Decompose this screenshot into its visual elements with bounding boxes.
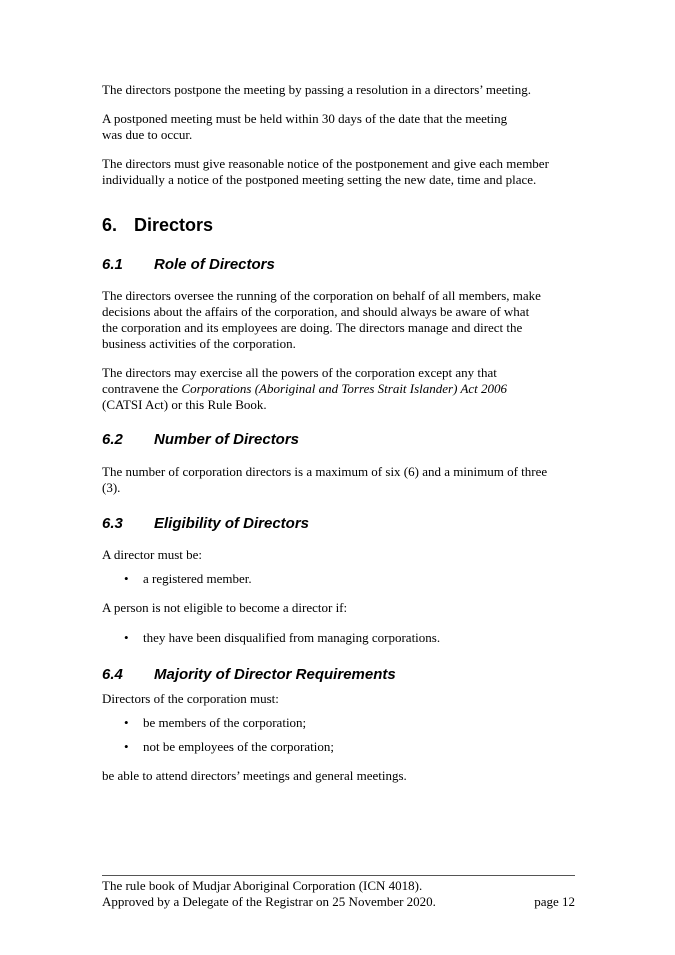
list-item-text: be members of the corporation;: [143, 715, 307, 730]
paragraph-line: (3).: [102, 480, 121, 495]
paragraph-postpone-resolution: The directors postpone the meeting by passing a resolution in a directors’ meeting.: [102, 82, 532, 97]
act-title: Corporations (Aboriginal and Torres Strait Islander) Act 2006: [181, 381, 508, 396]
subsection-number: 6.3: [102, 515, 123, 532]
section-title: Directors: [134, 215, 214, 235]
footer-approval-line: Approved by a Delegate of the Registrar on 25 November 2020.: [102, 894, 436, 909]
subsection-heading-6-1: [102, 256, 275, 274]
paragraph-line: (CATSI Act) or this Rule Book.: [102, 397, 267, 412]
document-page: [102, 0, 575, 955]
bullet-icon: •: [124, 739, 129, 754]
paragraph-directors-must: Directors of the corporation must:: [102, 691, 279, 706]
list-item-text: they have been disqualified from managing corporations.: [143, 630, 441, 645]
text-run: contravene the: [102, 381, 182, 396]
subsection-number: 6.1: [102, 256, 123, 273]
paragraph-not-eligible: A person is not eligible to become a director if:: [102, 600, 348, 615]
paragraph-line: the corporation and its employees are doing. The directors manage and direct the: [102, 320, 523, 335]
paragraph-line: decisions about the affairs of the corporation, and should always be aware of what: [102, 304, 530, 319]
subsection-number: 6.2: [102, 431, 123, 448]
subsection-number: 6.4: [102, 666, 123, 683]
paragraph-line: The directors may exercise all the powers of the corporation except any that: [102, 365, 497, 380]
section-number: 6.: [102, 215, 118, 235]
footer-divider: [102, 875, 575, 876]
subsection-heading-6-4: [102, 666, 396, 684]
paragraph-line: [102, 381, 507, 397]
paragraph-line: The directors oversee the running of the corporation on behalf of all members, make: [102, 288, 541, 303]
list-item: [102, 715, 575, 731]
paragraph-number-of-directors: [102, 464, 547, 496]
paragraph-line: was due to occur.: [102, 127, 193, 142]
list-item: [102, 571, 575, 587]
page-number: page 12: [534, 894, 575, 909]
subsection-title: Role of Directors: [154, 256, 275, 273]
paragraph-postponement-notice: [102, 156, 549, 188]
paragraph-line: business activities of the corporation.: [102, 336, 296, 351]
paragraph-line: The number of corporation directors is a maximum of six (6) and a minimum of three: [102, 464, 548, 479]
section-heading-directors: [102, 214, 213, 236]
subsection-title: Majority of Director Requirements: [154, 666, 396, 683]
paragraph-line: individually a notice of the postponed meeting setting the new date, time and place.: [102, 172, 537, 187]
paragraph-role-of-directors: [102, 288, 541, 352]
subsection-title: Eligibility of Directors: [154, 515, 310, 532]
subsection-heading-6-3: [102, 515, 309, 533]
bullet-icon: •: [124, 571, 129, 586]
paragraph-line: A postponed meeting must be held within 30 days of the date that the meeting: [102, 111, 508, 126]
paragraph-attend-meetings: be able to attend directors’ meetings and general meetings.: [102, 768, 407, 783]
bullet-icon: •: [124, 715, 129, 730]
paragraph-postponed-meeting: [102, 111, 507, 143]
list-item-text: not be employees of the corporation;: [143, 739, 334, 754]
subsection-title: Number of Directors: [154, 431, 300, 448]
footer-rule-book-title: The rule book of Mudjar Aboriginal Corporation (ICN 4018).: [102, 878, 423, 893]
bullet-icon: •: [124, 630, 129, 645]
list-item: [102, 630, 575, 646]
list-item: [102, 739, 575, 755]
paragraph-line: The directors must give reasonable notice of the postponement and give each member: [102, 156, 549, 171]
paragraph-director-powers: [102, 365, 507, 413]
list-item-text: a registered member.: [143, 571, 252, 586]
subsection-heading-6-2: [102, 431, 299, 449]
paragraph-director-must-be: A director must be:: [102, 547, 203, 562]
